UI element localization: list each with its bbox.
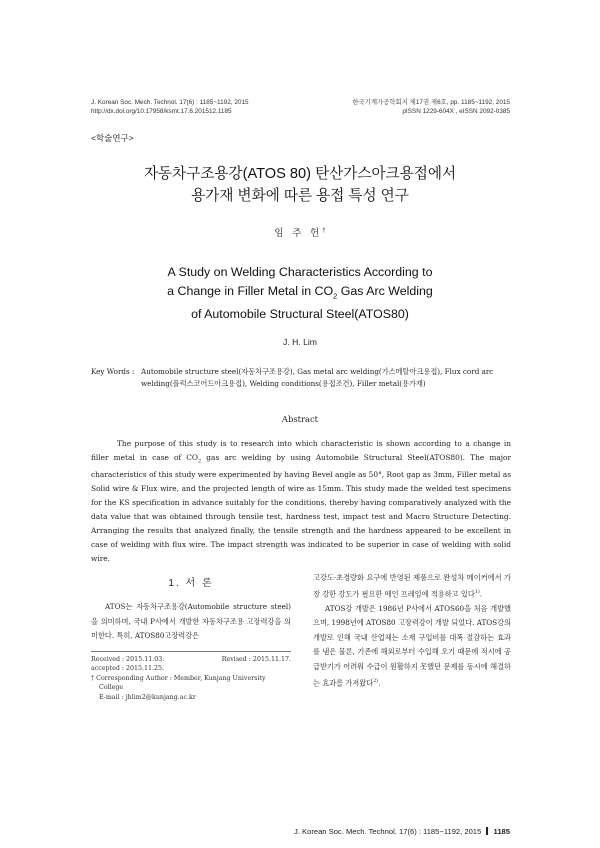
received-date: Received : 2015.11.03. [91,656,165,663]
keywords-label: Key Words : [91,367,135,376]
abstract-heading: Abstract [281,414,319,424]
english-title-line1: A Study on Welding Characteristics According to [167,265,433,279]
journal-citation: J. Korean Soc. Mech. Technol. 17(6) : 1185~1192, 2015 [91,99,249,106]
journal-citation-kr: 한국기계가공학회지 제17권 제6호, pp. 1185~1192, 2015 [352,99,510,106]
section-tag: <학술연구> [91,133,134,143]
right-paragraph-1: 고강도·초경량화 요구에 반영된 제품으로 완성차 메이커에서 가장 강한 강도가 필요한 메인 프레임에 적용하고 있다$^{1)}$. [313,573,511,598]
keywords [91,366,511,389]
english-title-line3: of Automobile Structural Steel(ATOS80) [191,307,409,322]
korean-title-line1: 자동차구조용강(ATOS 80) 탄산가스아크용접에서 [143,166,457,182]
footer-bar [486,827,488,835]
korean-title [0,163,600,207]
abstract-text: The purpose of this study is to research into which characteristic is shown according to a change in filler metal in case of $CO_2$ gas arc welding by using Automobile Structural Steel(ATOS80). The major characteristics of this study were experimented by having Bevel angle as 50°, Root gap as 3mm, Filler metal as Solid wire & Flux wire, and the projected length of wire as 15mm. This study made the welded test specimens for the KS specification in advance suitably for the conditions, thereby having comparatively analyzed with the data value that was obtained through tensile test, hardness test, impact test and Macro Structure Detecting. Arranging the results that analyzed finally, the tensile strength and the hardness appeared to be excellent in case of welding with flux wire. The impact strength was indicated to be superior in case of welding with solid wire. [91,439,512,564]
header-left [91,98,249,116]
issn: pISSN 1229-604X , eISSN 2092-0385 [402,108,510,115]
footer-citation: J. Korean Soc. Mech. Technol. 17(6) : 1185~1192, 2015 [294,827,482,836]
keywords-text: Automobile structure steel(자동차구조용강), Gas metal arc welding(가스메탈아크용접), Flux cord arc welding(플럭스코어드아크용접), Welding conditions(용접조건), Filler metal(용가재) [141,367,494,388]
korean-author-name: 임 주 헌 [274,228,323,239]
footnote-divider [91,651,291,652]
intro-paragraph: ATOS는 자동차구조용강(Automobile structure steel)을 의미하며, 국내 P사에서 개발한 자동차구조용 고장력강을 의미한다. 특히, ATOS80고장력강은 [91,602,291,641]
right-column [313,571,511,691]
korean-title-line2: 용가재 변화에 따른 용접 특성 연구 [191,188,409,204]
revised-date: Revised : 2015.11.17. [221,656,291,663]
korean-author [0,225,600,239]
doi-link[interactable]: http://dx.doi.org/10.17958/ksmt.17.6.201512.1185 [91,108,232,115]
corresponding-mark: † [322,227,326,234]
english-title [0,263,600,324]
section-heading: 1. 서 론 [168,578,214,589]
english-title-line2: a Change in Filler Metal in $CO_2$ Gas Arc Welding [167,283,433,300]
header-right [352,98,510,116]
email[interactable]: E-mail : jhlim2@kunjang.ac.kr [99,693,196,701]
page-footer [294,827,510,836]
accepted-date: accepted : 2015.11.25. [91,665,165,673]
corresponding-author: † Corresponding Author : Member, Kunjang University [91,674,266,682]
footnote [91,655,291,702]
right-paragraph-2: ATOS강 개발은 1986년 P사에서 ATOS60을 처음 개발했으며, 1998년에 ATOS80 고장력강이 개발 되었다. ATOS강의 개발로 인해 국내 산업체는 소재 구입비를 대폭 절감하는 효과를 냄은 물론, 기존에 해외로부터 수입해 오기 때문에 적시에 공급받기가 어려워 수급이 원활하지 못했던 문제를 동시에 해결하는 효과를 가져왔다$^{2)}$. [313,603,511,687]
page-number: 1185 [493,827,510,836]
english-author: J. H. Lim [283,337,317,347]
corresponding-affiliation: College [99,684,124,692]
